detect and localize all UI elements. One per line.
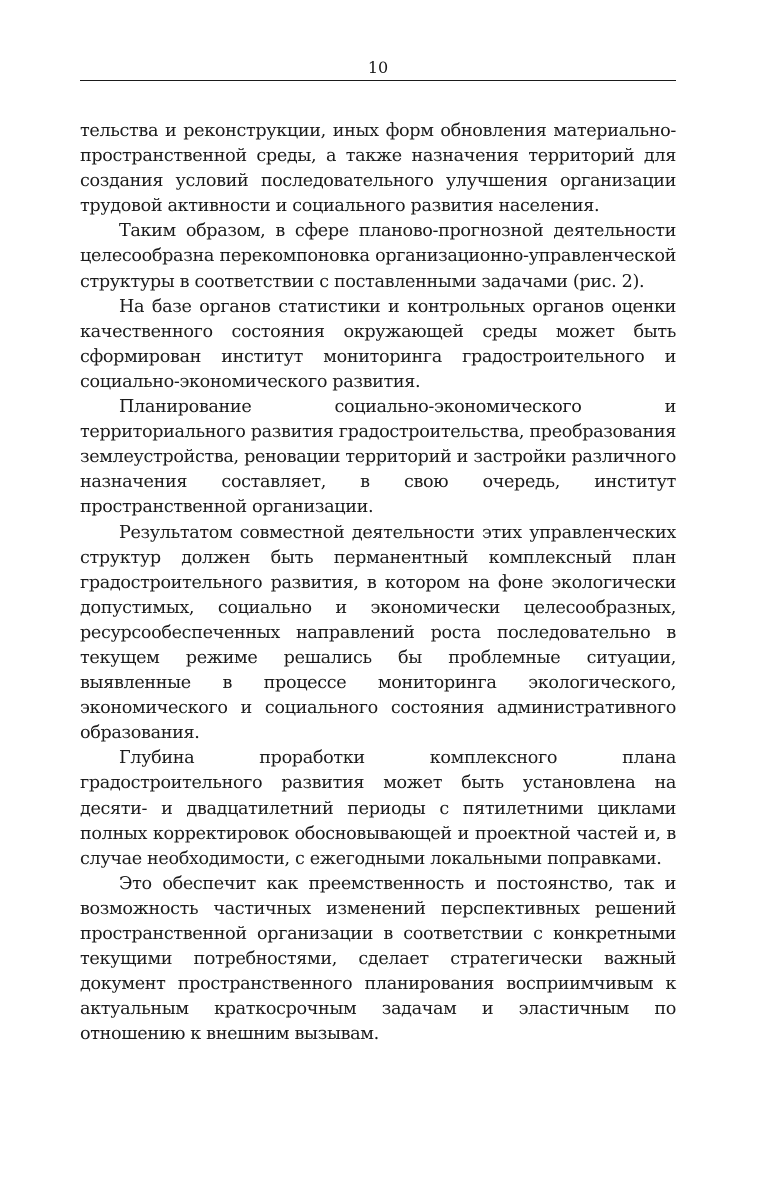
- body-text: [80, 119, 676, 1047]
- paragraph: Глубина проработки комплексного плана градостроительного развития может быть установлена на десяти- и двадцатилетний периоды с пятилетними циклами полных корректировок обосновывающей и проектной частей и, в случае необходимости, с ежегодными локальными поправками.: [80, 748, 676, 869]
- paragraph: На базе органов статистики и контрольных органов оценки качественного состояния окружающей среды может быть сформирован институт мониторинга градостроительного и социально-экономического развития.: [80, 296, 676, 392]
- paragraph: Таким образом, в сфере планово-прогнозной деятельности целесообразна перекомпоновка организационно-управленческой структуры в соответствии с поставленными задачами (рис. 2).: [80, 221, 676, 292]
- header-rule: [80, 80, 676, 81]
- paragraph: Это обеспечит как преемственность и постоянство, так и возможность частичных изменений перспективных решений пространственной организации в соответствии с конкретными текущими потребностями, сделает стратегически важный документ пространственного планирования восприимчивым к актуальным краткосрочным задачам и эластичным по отношению к внешним вызывам.: [80, 873, 676, 1045]
- paragraph: Результатом совместной деятельности этих управленческих структур должен быть перманентный комплексный план градостроительного развития, в котором на фоне экологически допустимых, социально и экономически целесообразных, ресурсообеспеченных направлений роста последовательно в текущем режиме решались бы проблемные ситуации, выявленные в процессе мониторинга экологического, экономического и социального состояния административного образования.: [80, 522, 676, 744]
- paragraph: Планирование социально-экономического и территориального развития градостроительства, преобразования землеустройства, реновации территорий и застройки различного назначения составляет, в свою очередь, институт пространственной организации.: [80, 397, 676, 518]
- paragraph-continuation: тельства и реконструкции, иных форм обновления материально-пространственной среды, а также назначения территорий для создания условий последовательного улучшения организации трудовой активности и социального развития населения.: [80, 121, 676, 217]
- page-number: 10: [367, 58, 389, 77]
